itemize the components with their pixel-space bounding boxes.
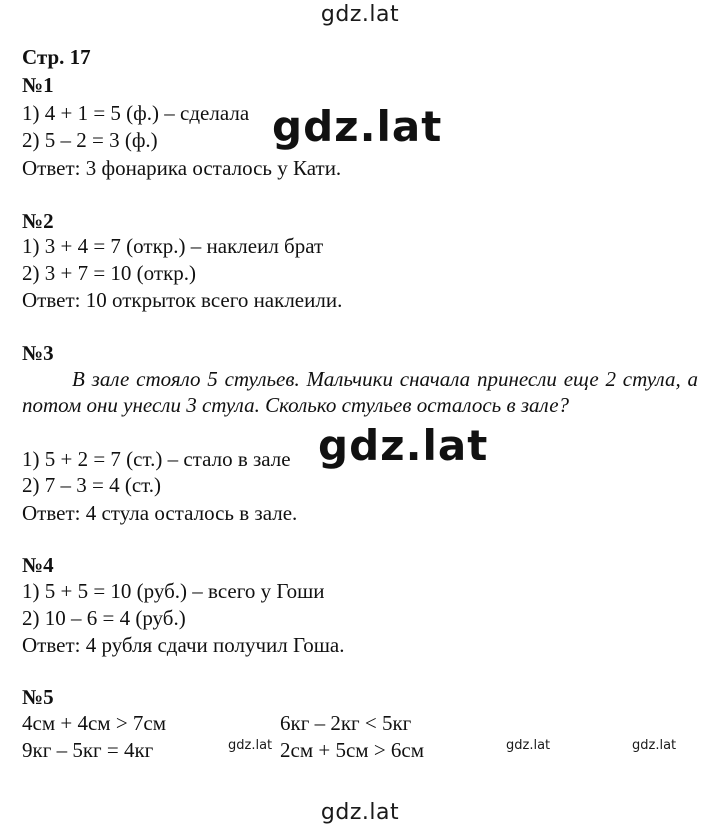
answer: Ответ: 4 стула осталось в зале. xyxy=(22,501,298,525)
comparison-left-2: 9кг – 5кг = 4кг xyxy=(22,738,154,762)
watermark-top: gdz.lat xyxy=(320,2,400,27)
watermark-small-1: gdz.lat xyxy=(228,738,273,753)
problem-statement: В зале стояло 5 стульев. Мальчики сначала принесли еще 2 стула, а потом они унесли 3 стула. Сколько стульев осталось в зале? xyxy=(22,367,698,417)
watermark-small-2: gdz.lat xyxy=(506,738,551,753)
answer: Ответ: 3 фонарика осталось у Кати. xyxy=(22,156,342,180)
task-heading: №3 xyxy=(22,341,54,365)
watermark-bottom: gdz.lat xyxy=(320,800,400,825)
solution-step-2: 2) 5 – 2 = 3 (ф.) xyxy=(22,128,158,152)
answer: Ответ: 4 рубля сдачи получил Гоша. xyxy=(22,633,345,657)
task-heading: №4 xyxy=(22,553,54,577)
task-heading: №1 xyxy=(22,73,54,97)
answer: Ответ: 10 открыток всего наклеили. xyxy=(22,288,343,312)
solution-step-1: 1) 5 + 5 = 10 (руб.) – всего у Гоши xyxy=(22,579,325,603)
watermark-large-1: gdz.lat xyxy=(272,102,443,151)
solution-step-2: 2) 3 + 7 = 10 (откр.) xyxy=(22,261,197,285)
comparison-left-1: 4см + 4см > 7см xyxy=(22,711,167,735)
task-heading: №2 xyxy=(22,209,54,233)
solution-step-1: 1) 5 + 2 = 7 (ст.) – стало в зале xyxy=(22,447,291,471)
solution-step-1: 1) 4 + 1 = 5 (ф.) – сделала xyxy=(22,101,250,125)
comparison-right-2: 2см + 5см > 6см xyxy=(280,738,425,762)
solution-step-2: 2) 7 – 3 = 4 (ст.) xyxy=(22,473,161,497)
comparison-right-1: 6кг – 2кг < 5кг xyxy=(280,711,412,735)
solution-step-1: 1) 3 + 4 = 7 (откр.) – наклеил брат xyxy=(22,234,324,258)
watermark-large-2: gdz.lat xyxy=(318,421,489,470)
page-title: Стр. 17 xyxy=(22,45,91,69)
watermark-small-3: gdz.lat xyxy=(632,738,677,753)
solution-step-2: 2) 10 – 6 = 4 (руб.) xyxy=(22,606,186,630)
task-heading: №5 xyxy=(22,685,54,709)
